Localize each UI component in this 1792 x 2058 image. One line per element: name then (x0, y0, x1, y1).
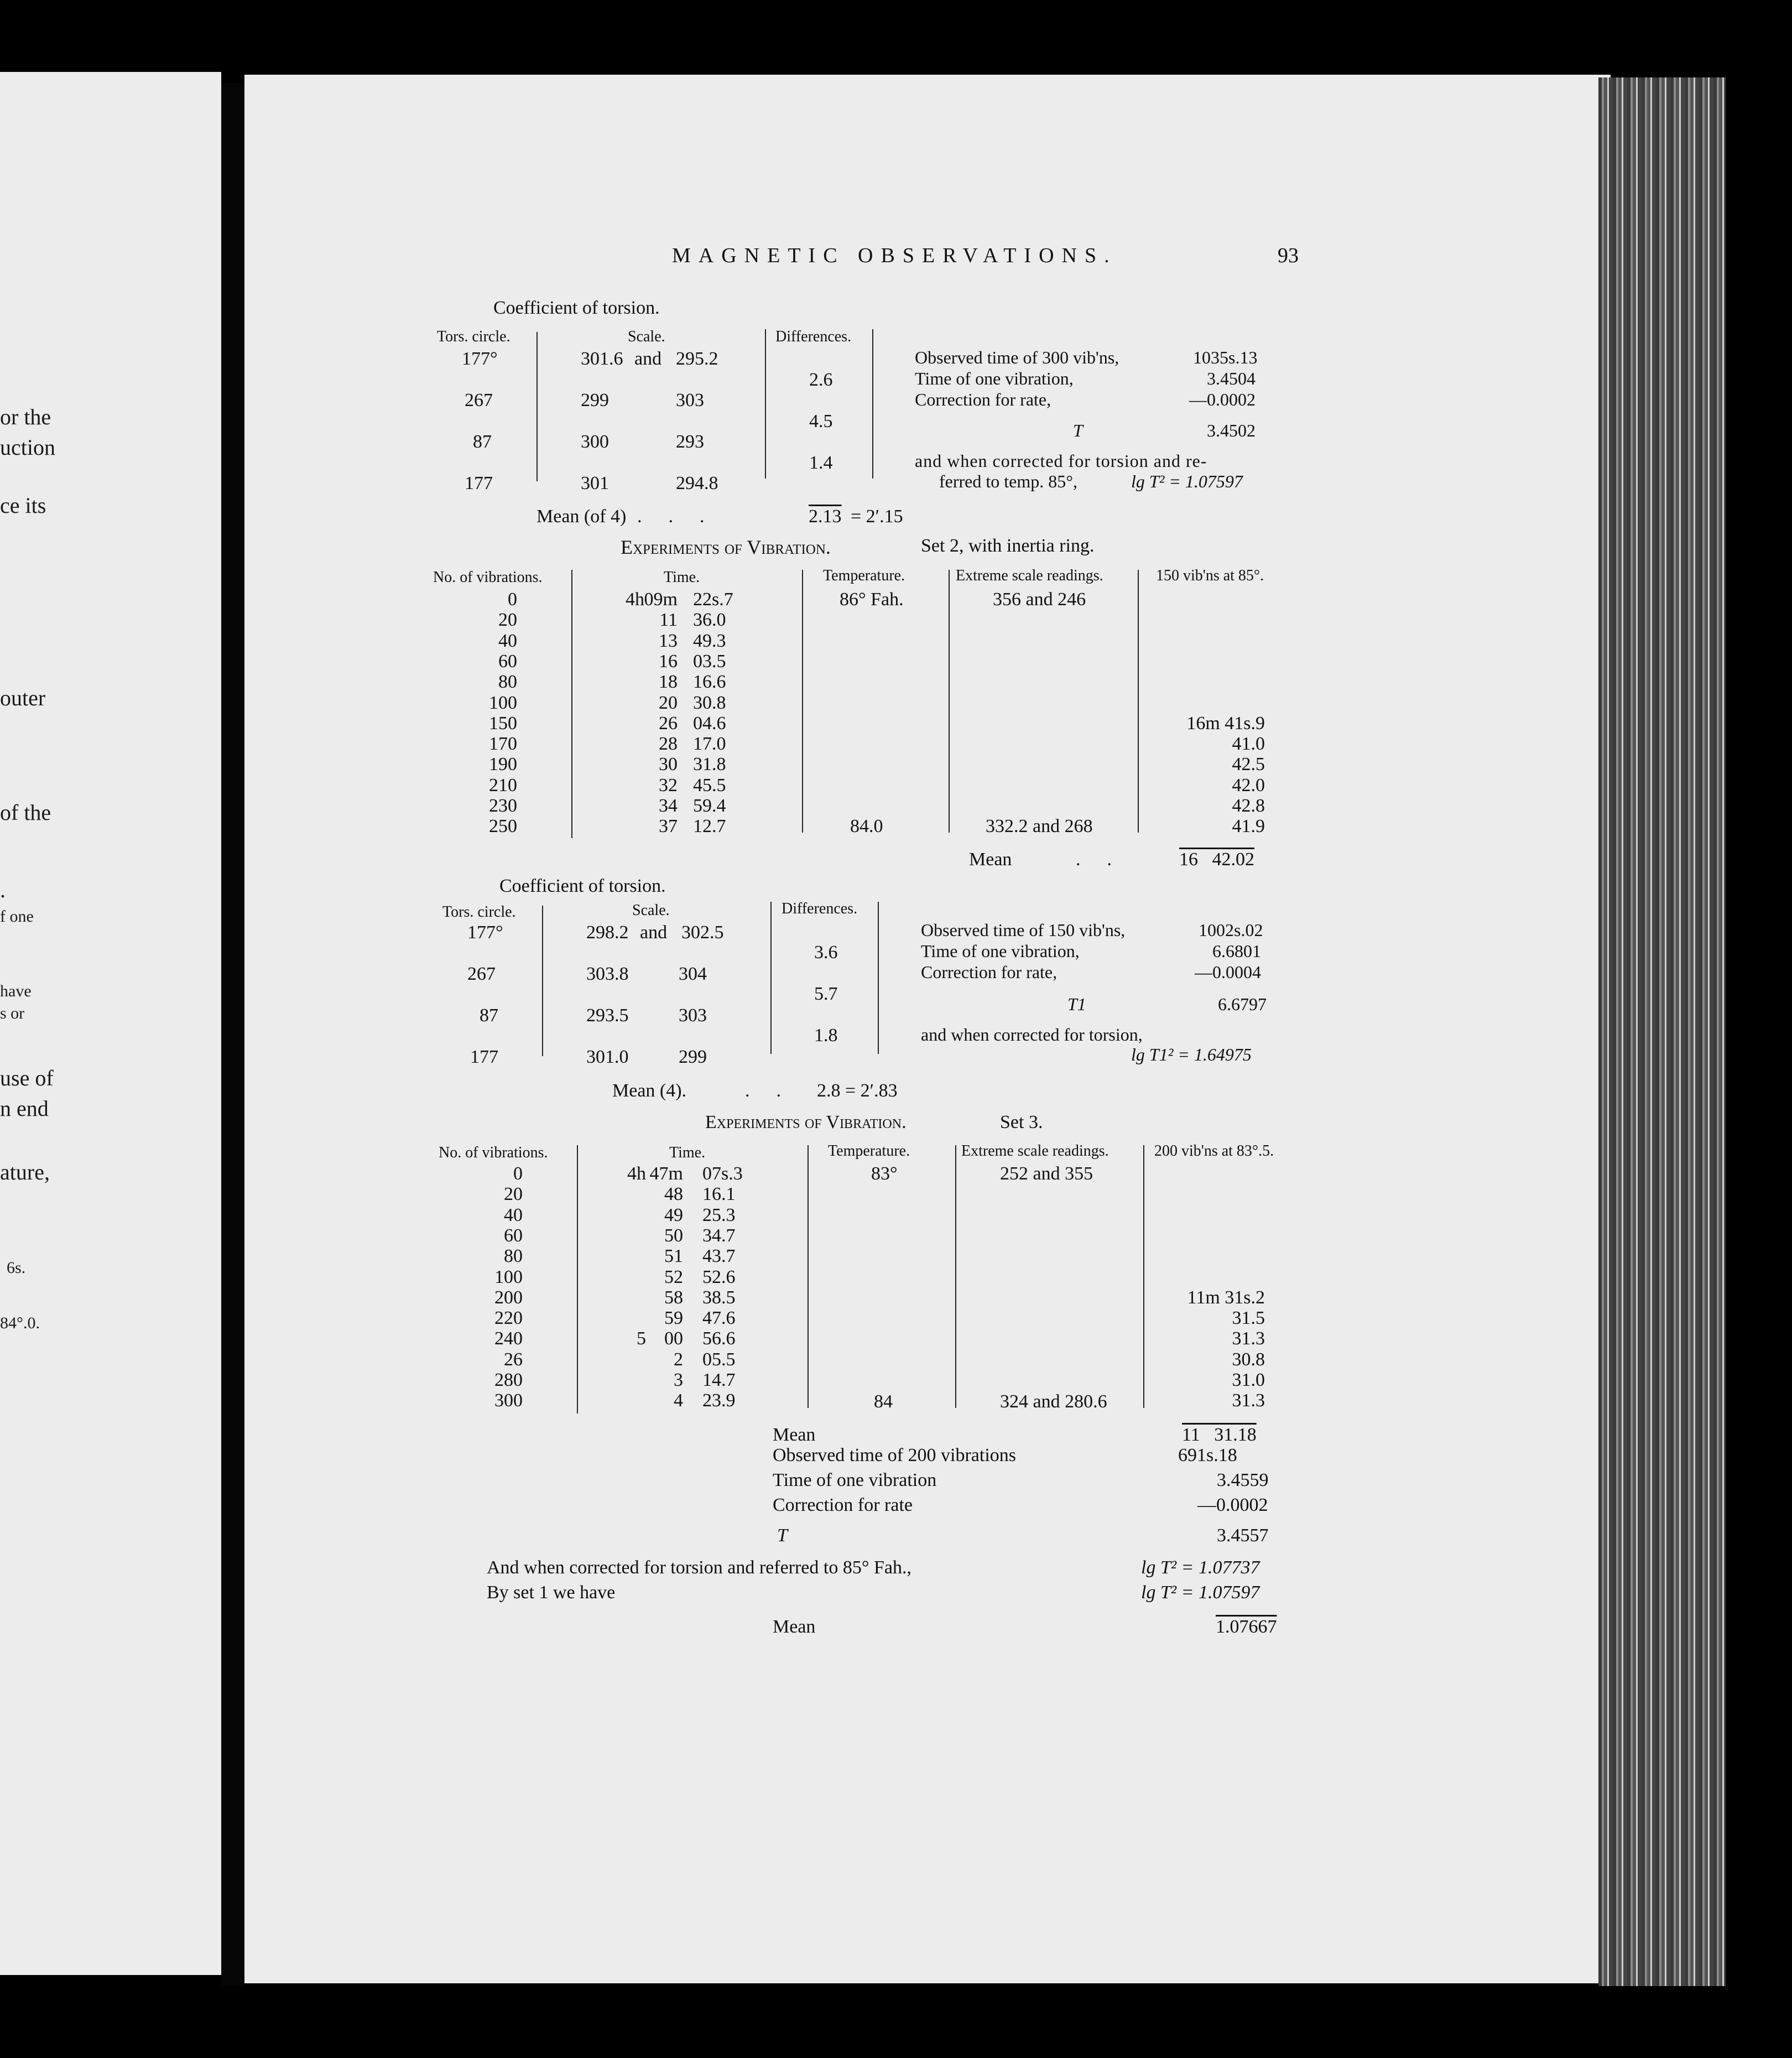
summary-value: —0.0002 (1197, 1495, 1268, 1515)
left-fragment: f one (0, 907, 34, 926)
difference-value: 2.6 (809, 370, 833, 390)
summary-label: Mean (773, 1425, 816, 1445)
time-seconds: 45.5 (693, 775, 726, 796)
scale-value: 294.8 (676, 473, 718, 493)
vibration-count: 150 (489, 713, 517, 734)
summary-label: Time of one vibration (773, 1470, 937, 1490)
mean-label: Mean (969, 849, 1012, 870)
mean-equals: = 2′.15 (851, 506, 903, 527)
interval-value: 42.0 (1232, 775, 1265, 796)
interval-value: 31.3 (1232, 1328, 1265, 1349)
result-value: 3.4504 (1207, 368, 1256, 388)
summary-value: 3.4559 (1217, 1470, 1269, 1490)
left-page (0, 72, 221, 1975)
time-seconds: 22s.7 (693, 589, 733, 610)
col-header-time: Time. (664, 569, 700, 586)
scale-start: 252 and 355 (1000, 1163, 1093, 1184)
left-fragment: 84°.0. (0, 1314, 40, 1332)
time-seconds: 05.5 (702, 1349, 736, 1370)
col-header-diff: Differences. (775, 328, 852, 345)
scale-end: 324 and 280.6 (1000, 1391, 1107, 1412)
vibration-count: 26 (504, 1349, 523, 1370)
vibration-count: 220 (494, 1308, 523, 1329)
result-value: 1002s.02 (1199, 920, 1263, 940)
vibration-count: 20 (498, 610, 517, 631)
table-row (0, 1225, 1217, 1246)
tors-value: 177° (467, 922, 503, 943)
col-header-scale: Extreme scale readings. (961, 1142, 1109, 1160)
time-hours: 4h (627, 1163, 646, 1184)
scale-end: 332.2 and 268 (986, 816, 1093, 836)
table-row (0, 1246, 1217, 1266)
time-minutes: 34 (659, 796, 678, 816)
time-seconds: 36.0 (693, 610, 726, 631)
left-fragment: have (0, 982, 32, 1000)
vibration-count: 0 (513, 1163, 523, 1184)
time-seconds: 59.4 (693, 796, 726, 816)
left-fragment: outer (0, 685, 46, 710)
torsion-note: ferred to temp. 85°, (939, 471, 1078, 491)
time-minutes: 20 (659, 692, 678, 713)
time-seconds: 38.5 (702, 1287, 736, 1308)
time-minutes: 32 (659, 775, 678, 796)
and-word: and (634, 349, 662, 369)
time-minutes: 49 (664, 1204, 683, 1225)
col-header-diff: Differences. (782, 900, 858, 917)
col-header-vibrations: No. of vibrations. (433, 569, 543, 586)
time-seconds: 16.1 (702, 1184, 736, 1205)
interval-value: 41.9 (1232, 816, 1265, 837)
col-header-tors: Tors. circle. (442, 903, 516, 921)
left-fragment: . (0, 877, 6, 902)
time-seconds: 03.5 (693, 651, 726, 672)
scale-value: 304 (679, 964, 707, 984)
difference-value: 5.7 (814, 984, 838, 1004)
time-seconds: 07s.3 (702, 1163, 743, 1184)
left-fragment: use of (0, 1066, 54, 1090)
vibration-count: 40 (498, 630, 517, 651)
time-seconds: 14.7 (702, 1370, 736, 1390)
result-label: T1 (1067, 994, 1086, 1014)
summary-value: 3.4557 (1217, 1525, 1269, 1546)
leader-dots: .. (745, 1080, 808, 1101)
col-header-temperature: Temperature. (823, 567, 905, 584)
scale-value: 302.5 (681, 922, 724, 943)
summary-label: T (777, 1525, 788, 1546)
time-seconds: 16.6 (693, 672, 726, 693)
tors-value: 87 (480, 1005, 498, 1026)
time-seconds: 30.8 (693, 692, 726, 713)
left-fragment: of the (0, 800, 51, 825)
time-minutes: 00 (664, 1328, 683, 1349)
summary-value: lg T² = 1.07597 (1141, 1582, 1260, 1603)
vibration-count: 80 (504, 1246, 523, 1267)
vibration-count: 60 (498, 651, 517, 672)
left-fragment: ce its (0, 493, 46, 518)
scale-value: 301.6 (581, 349, 623, 369)
table-row (467, 1047, 777, 1067)
time-minutes: 11 (659, 610, 678, 631)
vibration-count: 170 (489, 734, 517, 755)
scale-value: 293 (676, 432, 704, 452)
tors-value: 177° (462, 349, 498, 369)
time-minutes: 28 (659, 734, 678, 755)
rule (878, 902, 879, 1054)
mean-value: 2.13 (809, 506, 842, 527)
leader-dots: ... (637, 506, 731, 527)
leader-dots: .. (1076, 849, 1138, 870)
scale-start: 356 and 246 (993, 589, 1086, 610)
tors-value: 87 (473, 432, 492, 452)
interval-value: 31.3 (1232, 1390, 1265, 1411)
vibration-count: 100 (494, 1266, 523, 1287)
temperature-start: 83° (871, 1163, 898, 1184)
col-header-vibrations: No. of vibrations. (439, 1144, 548, 1161)
interval-value: 11m 31s.2 (1187, 1287, 1265, 1308)
page-number: 93 (1278, 244, 1299, 267)
result-label: Time of one vibration, (915, 368, 1074, 388)
interval-value: 41.0 (1232, 734, 1265, 755)
scale-value: 300 (581, 432, 609, 452)
summary-label: Mean (773, 1617, 816, 1637)
tors-value: 177 (465, 473, 493, 493)
table-row (0, 631, 1217, 651)
col-header-scale: Scale. (632, 902, 670, 919)
torsion-note: and when corrected for torsion and re- (915, 451, 1207, 471)
table-row (0, 1205, 1217, 1225)
summary-label: And when corrected for torsion and referred to 85° Fah., (487, 1557, 911, 1578)
summary-value: 1.07667 (1216, 1617, 1277, 1637)
tors-value: 177 (470, 1047, 498, 1067)
vibration-count: 80 (498, 672, 517, 693)
table-row (0, 693, 1217, 713)
scale-value: 301.0 (586, 1047, 629, 1067)
table-row (467, 964, 777, 984)
table-row (0, 1267, 1217, 1287)
page-edges (1598, 77, 1726, 1986)
tors-value: 267 (465, 390, 493, 410)
col-header-scale: Scale. (628, 328, 665, 345)
time-minutes: 50 (664, 1225, 683, 1246)
time-minutes: 37 (659, 816, 678, 837)
col-header-time: Time. (669, 1144, 706, 1161)
time-minutes: 59 (664, 1308, 683, 1329)
vibration-count: 250 (489, 816, 517, 837)
summary-value: lg T² = 1.07737 (1141, 1557, 1260, 1578)
table-row (462, 432, 772, 452)
table-row (0, 610, 1217, 630)
vibration-count: 230 (489, 796, 517, 816)
torsion-note-value: lg T² = 1.07597 (1131, 471, 1243, 491)
result-label: Observed time of 150 vib'ns, (921, 920, 1126, 940)
difference-value: 1.8 (814, 1025, 838, 1046)
time-minutes: 58 (664, 1287, 683, 1308)
summary-label: Observed time of 200 vibrations (773, 1445, 1017, 1465)
time-seconds: 12.7 (693, 816, 726, 837)
left-fragment: 6s. (7, 1259, 26, 1277)
scale-value: 293.5 (586, 1005, 629, 1026)
time-hours: 5 (637, 1328, 646, 1349)
time-minutes: 16 (659, 651, 678, 672)
table-row (0, 754, 1265, 775)
vibration-count: 60 (504, 1225, 523, 1246)
vibration-count: 240 (494, 1328, 523, 1349)
col-header-150: 150 vib'ns at 85°. (1156, 567, 1264, 584)
result-value: —0.0004 (1195, 962, 1261, 982)
table-row (0, 1184, 1217, 1204)
result-value: 3.4502 (1207, 420, 1256, 440)
table-row (0, 651, 1217, 672)
table-row (0, 1287, 1265, 1308)
result-value: 6.6797 (1218, 994, 1267, 1014)
table-row (0, 1349, 1265, 1370)
experiment-subheading: Set 2, with inertia ring. (921, 536, 1095, 556)
vibration-count: 20 (504, 1184, 523, 1205)
vibration-count: 40 (504, 1204, 523, 1225)
result-value: 1035s.13 (1193, 347, 1258, 367)
interval-value: 16m 41s.9 (1186, 713, 1265, 734)
experiment-heading: Experiments of Vibration. (621, 536, 831, 558)
interval-value: 31.5 (1232, 1308, 1265, 1329)
table-row (0, 1370, 1265, 1390)
time-seconds: 17.0 (693, 734, 726, 755)
table-row (462, 349, 772, 369)
running-title: MAGNETIC OBSERVATIONS. (672, 244, 1117, 267)
time-seconds: 04.6 (693, 713, 726, 734)
scale-value: 295.2 (676, 349, 718, 369)
time-seconds: 52.6 (702, 1266, 736, 1287)
summary-label: Correction for rate (773, 1495, 913, 1515)
book-gutter (221, 83, 244, 1986)
time-seconds: 56.6 (702, 1328, 736, 1349)
time-minutes: 13 (659, 630, 678, 651)
table-row (0, 796, 1265, 816)
left-fragment: n end (0, 1096, 49, 1121)
vibration-count: 300 (494, 1390, 523, 1411)
time-seconds: 49.3 (693, 630, 726, 651)
result-value: —0.0002 (1189, 389, 1256, 409)
time-minutes: 48 (664, 1184, 683, 1205)
time-seconds: 31.8 (693, 754, 726, 775)
time-seconds: 25.3 (702, 1204, 736, 1225)
col-header-200: 200 vib'ns at 83°.5. (1154, 1142, 1274, 1160)
scale-value: 299 (581, 390, 609, 410)
time-minutes: 3 (674, 1370, 683, 1390)
time-seconds: 43.7 (702, 1246, 736, 1267)
time-seconds: 23.9 (702, 1390, 736, 1411)
torsion-note: and when corrected for torsion, (921, 1025, 1143, 1044)
vibration-count: 0 (508, 589, 517, 610)
mean-label: Mean (of 4) (536, 506, 627, 527)
time-seconds: 34.7 (702, 1225, 736, 1246)
col-header-scale: Extreme scale readings. (956, 567, 1103, 584)
left-fragment: s or (0, 1004, 25, 1022)
interval-value: 31.0 (1232, 1370, 1265, 1390)
experiment-subheading: Set 3. (1000, 1112, 1043, 1132)
difference-value: 1.4 (809, 453, 833, 473)
result-label: Correction for rate, (915, 389, 1051, 409)
time-minutes: 2 (674, 1349, 683, 1370)
and-word: and (640, 922, 668, 943)
time-minutes: 47m (649, 1163, 683, 1184)
time-minutes: 52 (664, 1266, 683, 1287)
experiment-heading: Experiments of Vibration. (705, 1112, 907, 1132)
vibration-count: 190 (489, 754, 517, 775)
time-minutes: 18 (659, 672, 678, 693)
scale-value: 301 (581, 473, 609, 493)
table-row (0, 1308, 1265, 1329)
torsion-note-value: lg T1² = 1.64975 (1131, 1044, 1252, 1064)
difference-value: 4.5 (809, 411, 833, 432)
col-header-tors: Tors. circle. (437, 328, 510, 345)
result-label: T (1073, 420, 1083, 440)
result-label: Correction for rate, (921, 962, 1058, 982)
left-fragment: uction (0, 435, 55, 460)
table-row (462, 473, 772, 493)
interval-value: 42.8 (1232, 796, 1265, 816)
left-fragment: ature, (0, 1160, 50, 1184)
vibration-count: 210 (489, 775, 517, 796)
result-label: Observed time of 300 vib'ns, (915, 347, 1119, 367)
temperature-end: 84.0 (850, 816, 883, 836)
interval-value: 30.8 (1232, 1349, 1265, 1370)
time-minutes: 26 (659, 713, 678, 734)
torsion-title: Coefficient of torsion. (499, 876, 666, 896)
scale-value: 299 (679, 1047, 707, 1067)
table-row (0, 672, 1217, 692)
scale-value: 298.2 (586, 922, 629, 943)
scale-value: 303 (679, 1005, 707, 1026)
time-minutes: 4 (674, 1390, 683, 1411)
time-minutes: 09m (644, 589, 678, 610)
time-hours: 4h (626, 589, 644, 610)
time-seconds: 47.6 (702, 1308, 736, 1329)
tors-value: 267 (467, 964, 496, 984)
table-row (0, 1328, 1265, 1349)
temperature-end: 84 (874, 1391, 893, 1412)
col-header-temperature: Temperature. (828, 1142, 910, 1160)
scale-value: 303 (676, 390, 704, 410)
summary-value: 11 31.18 (1182, 1425, 1257, 1445)
time-minutes: 51 (664, 1246, 683, 1267)
rule (872, 329, 873, 479)
scale-value: 303.8 (586, 964, 629, 984)
table-row (462, 390, 772, 410)
left-fragment: or the (0, 404, 51, 429)
table-row (0, 713, 1265, 734)
result-value: 6.6801 (1212, 941, 1261, 961)
interval-value: 42.5 (1232, 754, 1265, 775)
torsion-title: Coefficient of torsion. (493, 298, 660, 318)
vibration-count: 200 (494, 1287, 523, 1308)
mean-value: 16 42.02 (1179, 849, 1254, 870)
result-label: Time of one vibration, (921, 941, 1080, 961)
summary-label: By set 1 we have (487, 1582, 616, 1603)
mean-label: Mean (4). (612, 1080, 687, 1101)
table-row (467, 1005, 777, 1026)
table-row (0, 734, 1265, 755)
summary-value: 691s.18 (1178, 1445, 1237, 1465)
table-row (467, 922, 777, 943)
difference-value: 3.6 (814, 942, 838, 963)
temperature-start: 86° Fah. (840, 589, 904, 610)
mean-value: 2.8 = 2′.83 (817, 1080, 898, 1101)
vibration-count: 100 (489, 692, 517, 713)
time-minutes: 30 (659, 754, 678, 775)
vibration-count: 280 (494, 1370, 523, 1390)
table-row (0, 775, 1265, 796)
